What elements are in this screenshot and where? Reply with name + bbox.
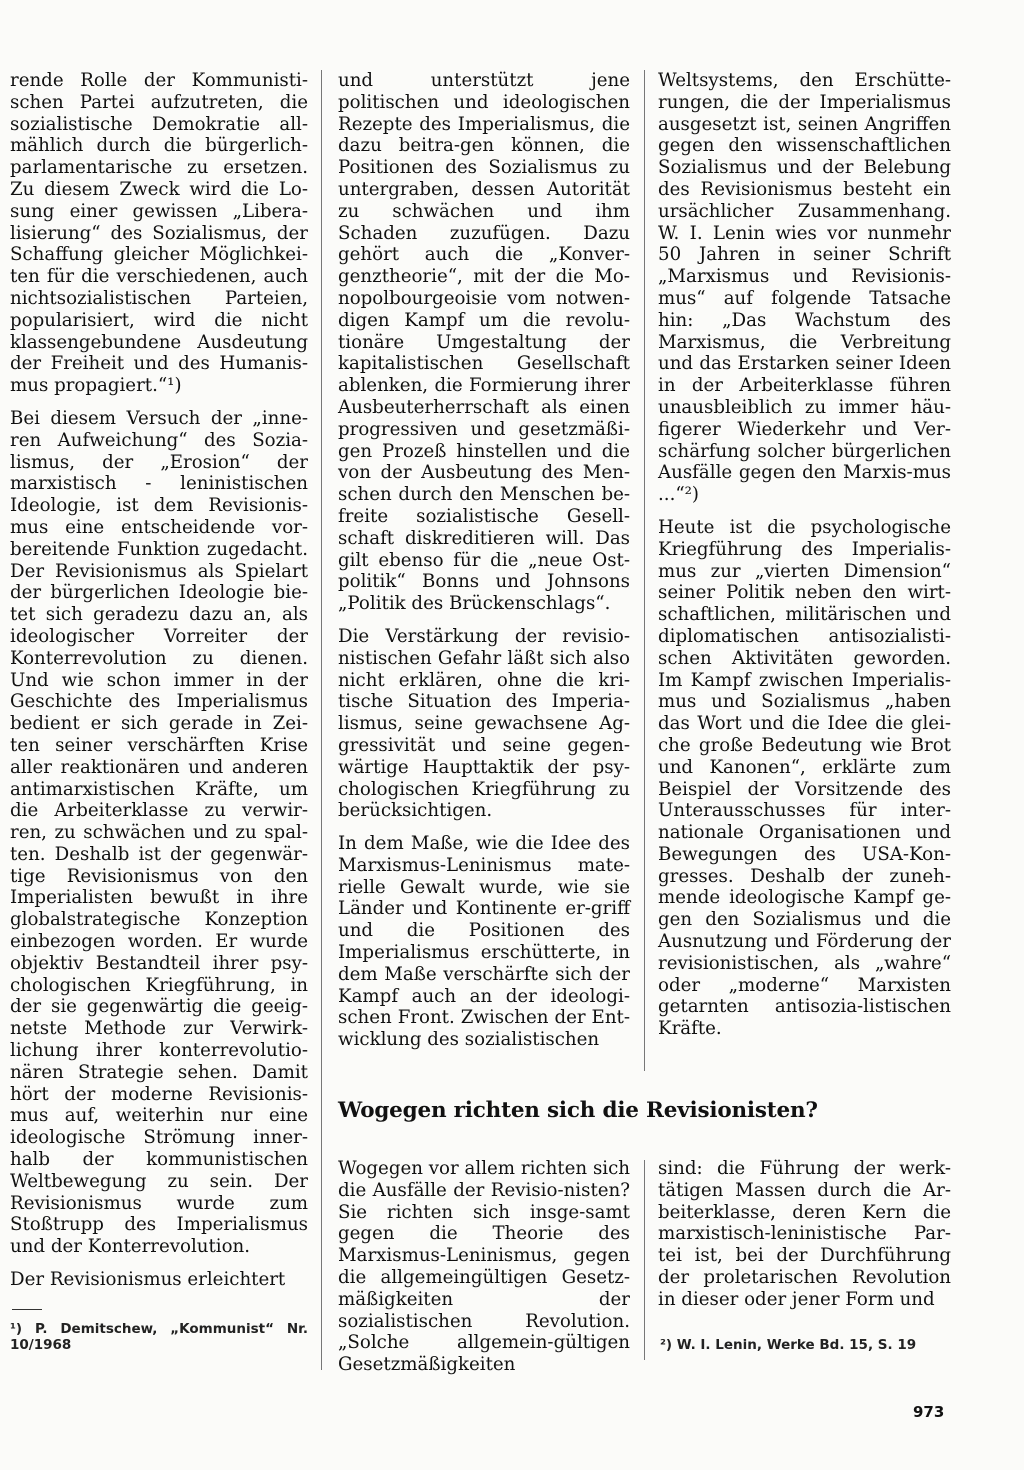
column-divider-3 — [644, 1160, 645, 1360]
paragraph: rende Rolle der Kommunisti-schen Partei aufzutreten, die sozialistische Demokratie all-mählich durch die bürgerlich-parlamentarische zu ersetzen. Zu diesem Zweck wird die Lo-sung einer gewissen „Libera-lisierung“ des Sozialismus, der Schaffung gleicher Möglichkei-ten für die verschiedenen, auch nichtsozialistischen Parteien, popularisiert, wird die nicht klassengebundene Ausdeutung der Freiheit und des Humanis-mus propagiert.“¹) — [10, 70, 308, 397]
page-number: 973 — [913, 1403, 945, 1421]
footnote-2: ²) W. I. Lenin, Werke Bd. 15, S. 19 — [660, 1337, 917, 1353]
paragraph: Der Revisionismus erleichtert — [10, 1269, 286, 1291]
footnote-rule — [12, 1309, 42, 1310]
text-column-2 — [338, 70, 630, 1051]
paragraph: In dem Maße, wie die Idee des Marxismus-Leninismus mate-rielle Gewalt wurde, wie sie Länder und Kontinente er-griff und die Positionen des Imperialismus erschütterte, in dem Maße verschärfte sich der Kampf auch an der ideologi-schen Front. Zwischen der Ent-wicklung des sozialistischen — [338, 833, 630, 1051]
column-divider-1 — [321, 70, 322, 1370]
paragraph: und unterstützt jene politischen und ideologischen Rezepte des Imperialismus, die dazu beitra-gen können, die Positionen des Sozialismus zu untergraben, dessen Autorität zu schwächen und ihm Schaden zuzufügen. Dazu gehört auch die „Konver-genztheorie“, mit der die Mo-nopolbourgeoisie vom notwen-digen Kampf um die revolu-tionäre Umgestaltung der kapitalistischen Gesellschaft ablenken, die Formierung ihrer Ausbeuterherrschaft als einen progressiven und gesetzmäßi-gen Prozeß hinstellen und die von der Ausbeutung des Men-schen durch den Menschen be-freite sozialistische Gesell-schaft diskreditieren will. Das gilt ebenso für die „neue Ost-politik“ Bonns und Johnsons „Politik des Brückenschlags“. — [338, 70, 630, 615]
text-column-1 — [10, 70, 308, 1291]
section-heading: Wogegen richten sich die Revisionisten? — [338, 1098, 818, 1123]
text-column-5 — [658, 1158, 951, 1311]
paragraph: Heute ist die psychologische Kriegführung des Imperialis-mus zur „vierten Dimension“ seiner Politik neben den wirt-schaftlichen, militärischen und diplomatischen antisozialisti-schen Aktivitäten geworden. Im Kampf zwischen Imperialis-mus und Sozialismus „haben das Wort und die Idee die glei-che große Bedeutung wie Brot und Kanonen“, erklärte zum Beispiel der Vorsitzende des Unterausschusses für inter-nationale Organisationen und Bewegungen des USA-Kon-gresses. Deshalb der zuneh-mende ideologische Kampf ge-gen den Sozialismus und die Ausnutzung und Förderung der revisionistischen, als „wahre“ oder „moderne“ Marxisten getarnten antisozia-listischen Kräfte. — [658, 516, 951, 1040]
paragraph: sind: die Führung der werk-tätigen Massen durch die Ar-beiterklasse, deren Kern die marxistisch-leninistische Par-tei ist, bei der Durchführung der proletarischen Revolution in dieser oder jener Form und — [658, 1158, 951, 1310]
paragraph: Wogegen vor allem richten sich die Ausfälle der Revisio-nisten? Sie richten sich insge-samt gegen die Theorie des Marxismus-Leninismus, gegen die allgemeingültigen Gesetz-mäßigkeiten der sozialistischen Revolution. „Solche allgemein-gültigen Gesetzmäßigkeiten — [338, 1158, 630, 1376]
text-column-4 — [338, 1158, 630, 1376]
footnote-1: ¹) P. Demitschew, „Kommunist“ Nr. 10/1968 — [10, 1321, 308, 1353]
paragraph: Bei diesem Versuch der „inne-ren Aufweichung“ des Sozia-lismus, der „Erosion“ der marxistisch - leninistischen Ideologie, ist dem Revisionis-mus eine entscheidende vor-bereitende Funktion zugedacht. Der Revisionismus als Spielart der bürgerlichen Ideologie bie-tet sich geradezu dazu an, als ideologischer Vorreiter der Konterrevolution zu dienen. Und wie schon immer in der Geschichte des Imperialismus bedient er sich gerade in Zei-ten seiner verschärften Krise aller reaktionären und anderen antimarxistischen Kräfte, um die Arbeiterklasse zu verwir-ren, zu schwächen und zu spal-ten. Deshalb ist der gegenwär-tige Revisionismus von den Imperialisten bewußt in ihre globalstrategische Konzeption einbezogen worden. Er wurde objektiv Bestandteil ihrer psy-chologischen Kriegführung, in der sie gegenwärtig die geeig-netste Methode zur Verwirk-lichung ihrer konterrevolutio-nären Strategie sehen. Damit hört der moderne Revisionis-mus auf, weiterhin nur eine ideologische Strömung inner-halb der kommunistischen Weltbewegung zu sein. Der Revisionismus wurde zum Stoßtrupp des Imperialismus und der Konterrevolution. — [10, 407, 308, 1258]
paragraph: Die Verstärkung der revisio-nistischen Gefahr läßt sich also nicht erklären, ohne die kri-tische Situation des Imperia-lismus, seine gewachsene Ag-gressivität und seine gegen-wärtige Haupttaktik der psy-chologischen Kriegführung zu berücksichtigen. — [338, 625, 630, 822]
paragraph: Weltsystems, den Erschütte-rungen, die der Imperialismus ausgesetzt ist, seinen Angriffen gegen den wissenschaftlichen Sozialismus und der Belebung des Revisionismus besteht ein ursächlicher Zusammenhang. W. I. Lenin wies vor nunmehr 50 Jahren in seiner Schrift „Marxismus und Revisionis-mus“ auf folgende Tatsache hin: „Das Wachstum des Marxismus, die Verbreitung und das Erstarken seiner Ideen in der Arbeiterklasse führen unausbleiblich zu immer häu-figerer Wiederkehr und Ver-schärfung solcher bürgerlichen Ausfälle gegen den Marxis-mus ...“²) — [658, 70, 951, 506]
column-divider-2 — [644, 70, 645, 1071]
text-column-3 — [658, 70, 951, 1040]
